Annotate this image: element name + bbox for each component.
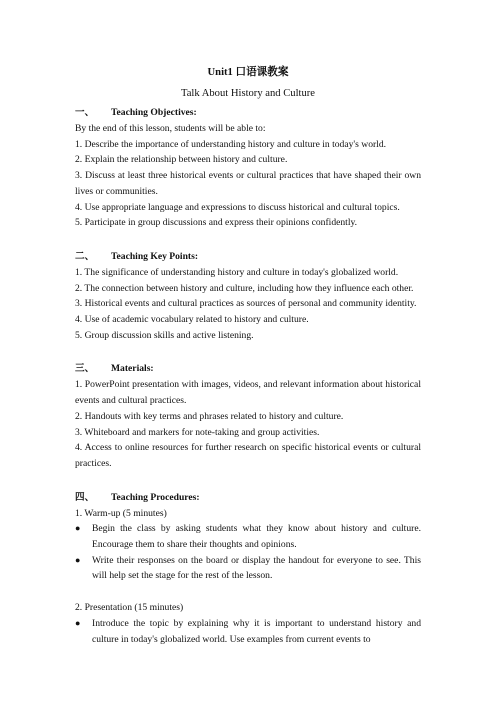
bullet-text: Write their responses on the board or display the handout for everyone to see. This will help set the stage for the rest of the lesson. [92, 554, 421, 582]
list-item: 5. Participate in group discussions and express their opinions confidently. [75, 217, 358, 229]
spacer [75, 472, 421, 488]
bullet-item [75, 616, 421, 647]
section-heading-key-points [75, 249, 421, 265]
section-number: 四、 [75, 491, 95, 503]
section-title: Teaching Procedures: [111, 491, 200, 503]
procedure-step-label: 2. Presentation (15 minutes) [75, 602, 184, 614]
list-item: 2. The connection between history and culture, including how they influence each other. [75, 282, 414, 294]
bullet-text: Introduce the topic by explaining why it is important to understand history and culture in today's globalized world. Use examples from current events to [92, 617, 421, 645]
list-item: 4. Access to online resources for further research on specific historical events or cultural practices. [75, 442, 421, 469]
section-title: Materials: [111, 363, 154, 375]
list-item: 3. Whiteboard and markers for note-taking and group activities. [75, 426, 320, 438]
paragraph: By the end of this lesson, students will be able to: [75, 123, 266, 134]
list-item: 4. Use of academic vocabulary related to history and culture. [75, 314, 309, 326]
list-item: 2. Explain the relationship between history and culture. [75, 154, 288, 166]
list-item: 4. Use appropriate language and expressions to discuss historical and cultural topics. [75, 201, 400, 213]
section-heading-procedures [75, 490, 421, 506]
spacer [75, 231, 421, 247]
list-item: 2. Handouts with key terms and phrases related to history and culture. [75, 410, 344, 422]
section-number: 二、 [75, 250, 95, 262]
list-item: 1. Describe the importance of understanding history and culture in today's world. [75, 138, 387, 150]
document-title: Unit1 口语课教案 [207, 67, 289, 78]
bullet-item [75, 553, 421, 584]
section-heading-objectives [75, 105, 421, 121]
spacer [75, 584, 421, 600]
section-title: Teaching Objectives: [111, 107, 197, 118]
procedure-step-label: 1. Warm-up (5 minutes) [75, 507, 167, 519]
list-item: 1. The significance of understanding history and culture in today's globalized world. [75, 266, 399, 278]
section-number: 一、 [75, 107, 95, 118]
list-item: 1. PowerPoint presentation with images, videos, and relevant information about historical events and cultural practices. [75, 379, 421, 407]
list-item: 3. Historical events and cultural practices as sources of personal and community identity. [75, 298, 417, 310]
section-title: Teaching Key Points: [111, 250, 199, 262]
spacer [75, 343, 421, 359]
document-subtitle: Talk About History and Culture [180, 88, 316, 99]
bullet-icon: ● [75, 554, 81, 565]
list-item: 3. Discuss at least three historical events or cultural practices that have shaped their own lives or communities. [75, 170, 421, 197]
bullet-item [75, 521, 421, 552]
lesson-plan-content [75, 62, 421, 647]
section-number: 三、 [75, 363, 95, 375]
section-heading-materials [75, 361, 421, 377]
bullet-text: Begin the class by asking students what they know about history and culture. Encourage them to share their thoughts and opinions. [92, 523, 421, 551]
list-item: 5. Group discussion skills and active listening. [75, 329, 254, 341]
bullet-icon: ● [75, 617, 81, 628]
bullet-icon: ● [75, 523, 81, 534]
